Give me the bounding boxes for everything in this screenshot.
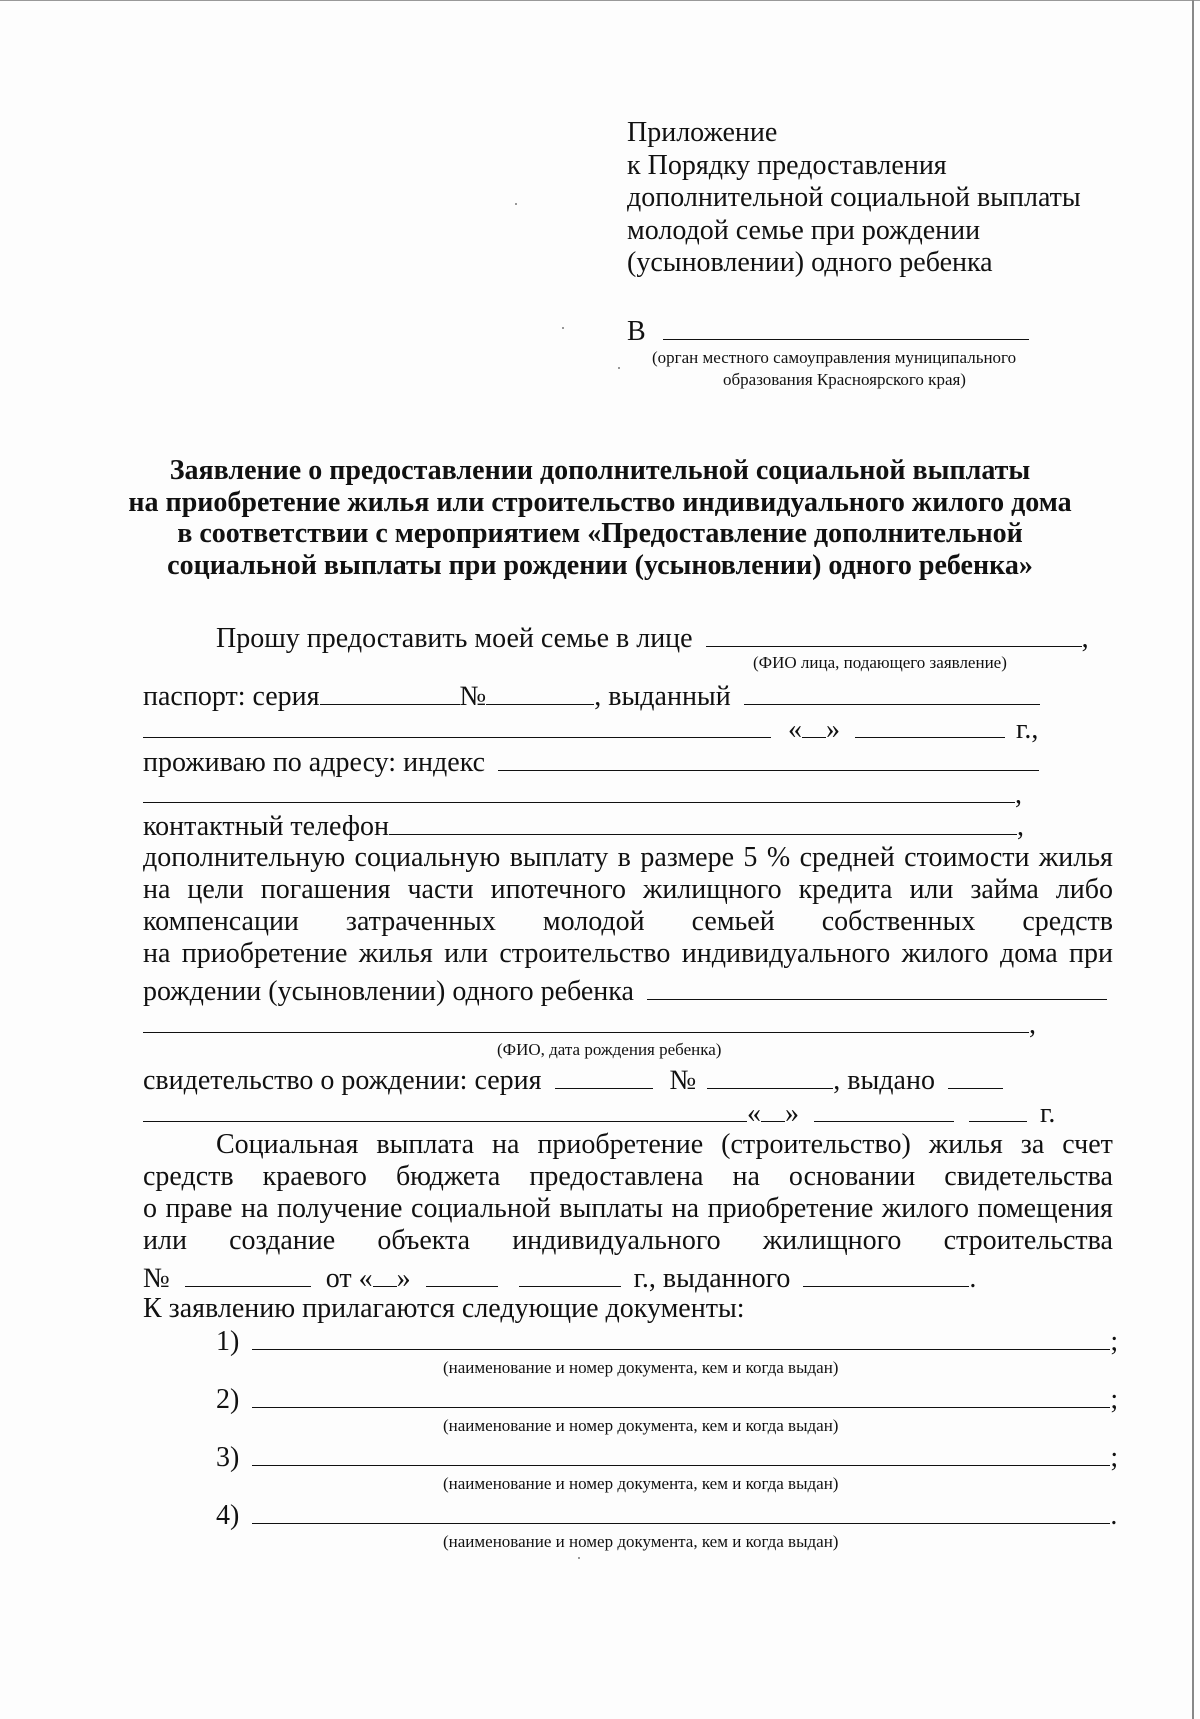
address-row-2 [143, 778, 1022, 810]
word: жилого [901, 938, 989, 969]
word: при [1068, 938, 1113, 969]
word: индивидуального [681, 938, 891, 969]
period: . [969, 1263, 977, 1294]
attachment-field[interactable] [252, 1383, 1110, 1408]
address-row [143, 746, 1039, 778]
address-field[interactable] [498, 746, 1039, 771]
word: жилого [881, 1193, 969, 1224]
certificate-month-field[interactable] [426, 1262, 498, 1287]
word: создание [229, 1225, 336, 1256]
phone-row [143, 810, 1024, 842]
word: или [444, 938, 489, 969]
request-body [143, 843, 1113, 969]
word: выплата [376, 1129, 475, 1160]
body-line [143, 907, 1113, 937]
word: дополнительную [143, 842, 346, 873]
passport-issuer-field-2[interactable] [143, 713, 771, 738]
word: строительства [943, 1225, 1113, 1256]
quote-close: » [785, 1098, 799, 1129]
request-text: Прошу предоставить моей семье в лице [216, 623, 693, 654]
issued-label: , выдано [833, 1065, 935, 1096]
issued-by-gen-label: г., выданного [633, 1263, 791, 1294]
addressee-row [627, 315, 1029, 347]
word: на [492, 1129, 520, 1160]
word: социальной [411, 1193, 551, 1224]
scan-speck [515, 203, 517, 205]
word: компенсации [143, 906, 299, 937]
word: средств [143, 1161, 234, 1192]
word: размере [640, 842, 734, 873]
attachment-row [216, 1499, 1117, 1531]
birth-cert-day-field[interactable] [761, 1097, 785, 1122]
child-fio-field[interactable] [647, 975, 1107, 1000]
word: на [143, 874, 171, 905]
word: о [143, 1193, 157, 1224]
phone-field[interactable] [389, 810, 1017, 835]
word: собственных [821, 906, 976, 937]
request-row [216, 622, 1089, 654]
passport-date-row [143, 713, 1038, 745]
word: или [143, 1225, 187, 1256]
word: семьей [691, 906, 775, 937]
word: выплату [509, 842, 609, 873]
scan-speck [578, 1557, 580, 1559]
scan-edge-right [1192, 0, 1194, 1719]
passport-series-field[interactable] [320, 680, 460, 705]
appendix-line: дополнительной социальной выплаты [627, 182, 1081, 213]
attachment-field[interactable] [252, 1499, 1110, 1524]
word: на [671, 1193, 700, 1224]
word: основании [788, 1161, 916, 1192]
title-line: на приобретение жилья или строительство индивидуального жилого дома [128, 486, 1072, 518]
quote-open: « [788, 714, 802, 745]
certificate-day-field[interactable] [373, 1262, 397, 1287]
birth-cert-series-field[interactable] [555, 1064, 653, 1089]
certificate-number-field[interactable] [185, 1262, 311, 1287]
child-caption: (ФИО, дата рождения ребенка) [497, 1040, 722, 1059]
birth-cert-row [143, 1064, 1003, 1096]
comma: , [1015, 779, 1022, 810]
attachment-caption: (наименование и номер документа, кем и когда выдан) [443, 1358, 839, 1377]
word: либо [1055, 874, 1113, 905]
comma: , [1081, 623, 1089, 654]
birth-cert-month-field[interactable] [814, 1097, 954, 1122]
attachment-field[interactable] [252, 1325, 1110, 1350]
word: жилья [1038, 842, 1113, 873]
word: выплаты [559, 1193, 664, 1224]
word: жилищного [762, 1225, 902, 1256]
word: жилищного [642, 874, 782, 905]
number-sign: № [143, 1263, 170, 1294]
word: получение [276, 1193, 403, 1224]
body-line [143, 875, 1113, 905]
certificate-row [143, 1262, 976, 1294]
word: затраченных [345, 906, 496, 937]
year-label: г., [1016, 714, 1039, 745]
child-row-2 [143, 1008, 1036, 1040]
word: в [617, 842, 631, 873]
attachment-caption: (наименование и номер документа, кем и когда выдан) [443, 1474, 839, 1493]
social-line-0-wrap [216, 1130, 1113, 1160]
word: краевого [262, 1161, 367, 1192]
social-line [143, 1194, 1113, 1224]
word: бюджета [395, 1161, 501, 1192]
birth-cert-label: свидетельство о рождении: серия [143, 1065, 542, 1096]
word: части [407, 874, 474, 905]
word: кредита [798, 874, 893, 905]
attachment-caption: (наименование и номер документа, кем и когда выдан) [443, 1532, 839, 1551]
word: стоимости [904, 842, 1030, 873]
word: жилья [928, 1129, 1003, 1160]
word: Социальная [216, 1129, 359, 1160]
attachment-end: . [1110, 1500, 1118, 1531]
attachment-number: 2) [216, 1384, 240, 1415]
social-line [216, 1130, 1113, 1160]
word: предоставлена [529, 1161, 704, 1192]
certificate-year-field[interactable] [519, 1262, 621, 1287]
address-field-2[interactable] [143, 778, 1015, 803]
attachment-end: ; [1110, 1442, 1119, 1473]
fio-caption: (ФИО лица, подающего заявление) [753, 653, 1007, 672]
word: на [732, 1161, 760, 1192]
word: свидетельства [944, 1161, 1113, 1192]
word: дома [999, 938, 1058, 969]
passport-day-field[interactable] [802, 713, 826, 738]
appendix-line: Приложение [627, 117, 778, 148]
scan-speck [618, 367, 620, 369]
title-line: социальной выплаты при рождении (усыновлении) одного ребенка» [167, 549, 1033, 581]
birth-cert-issuer-field[interactable] [948, 1064, 1003, 1089]
word: ипотечного [490, 874, 626, 905]
document-title [100, 455, 1100, 581]
word: или [909, 874, 954, 905]
attachment-field[interactable] [252, 1441, 1110, 1466]
child-row [143, 975, 1107, 1007]
word: помещения [977, 1193, 1113, 1224]
word: 5 [743, 842, 758, 873]
addressee-caption-2: образования Красноярского края) [723, 370, 966, 389]
quote-close: » [396, 1263, 411, 1294]
appendix-line: к Порядку предоставления [627, 149, 947, 181]
birth-cert-number-field[interactable] [707, 1064, 833, 1089]
word: на [241, 1193, 269, 1224]
social-line [143, 1162, 1113, 1192]
passport-month-field[interactable] [855, 713, 1005, 738]
appendix-header [627, 117, 1081, 280]
appendix-line: молодой семье при рождении [627, 214, 981, 246]
scan-edge-top [0, 0, 1200, 1]
attachment-number: 4) [216, 1500, 240, 1531]
passport-row [143, 680, 1040, 712]
word: объекта [377, 1225, 471, 1256]
from-label: от [325, 1263, 352, 1294]
attachment-caption: (наименование и номер документа, кем и когда выдан) [443, 1416, 839, 1435]
attachments-label: К заявлению прилагаются следующие документы: [143, 1293, 745, 1324]
title-line: Заявление о предоставлении дополнительной социальной выплаты [169, 455, 1031, 486]
birth-cert-year-field[interactable] [969, 1097, 1027, 1122]
word: социальную [354, 842, 501, 873]
word: праве [165, 1193, 233, 1224]
quote-open: « [358, 1263, 373, 1294]
comma: , [1029, 1009, 1036, 1040]
word: индивидуального [512, 1225, 721, 1256]
body-line [143, 939, 1113, 969]
child-fio-field-2[interactable] [143, 1008, 1029, 1033]
attachment-row [216, 1325, 1118, 1357]
word: жилья [358, 938, 433, 969]
word: на [143, 938, 171, 969]
social-line [143, 1226, 1113, 1256]
comma: , [1016, 811, 1024, 842]
word: средней [799, 842, 895, 873]
word: строительство [499, 938, 671, 969]
attachment-row [216, 1441, 1118, 1473]
applicant-fio-field[interactable] [706, 622, 1082, 647]
birth-cert-date-row [143, 1097, 1055, 1129]
scan-speck [562, 327, 564, 329]
quote-close: » [826, 714, 840, 745]
body-line [143, 843, 1113, 873]
word: займа [970, 874, 1039, 905]
attachment-number: 3) [216, 1442, 240, 1473]
word: счет [1062, 1129, 1113, 1160]
attachment-number: 1) [216, 1326, 240, 1357]
quote-open: « [747, 1098, 761, 1129]
passport-series-label: паспорт: серия [143, 681, 320, 712]
word: за [1020, 1129, 1045, 1160]
addressee-field[interactable] [663, 315, 1029, 340]
year-label: г. [1040, 1098, 1056, 1129]
phone-label: контактный телефон [143, 811, 389, 842]
addressee-caption-1: (орган местного самоуправления муниципального [652, 348, 1017, 367]
title-line: в соответствии с мероприятием «Предоставление дополнительной [177, 518, 1023, 549]
number-sign: № [459, 681, 487, 712]
word: приобретение [181, 938, 348, 969]
word: приобретение [707, 1193, 874, 1224]
addressee-prefix: В [627, 316, 646, 347]
word: приобретение [537, 1129, 704, 1160]
social-paragraph [143, 1162, 1113, 1256]
attachment-row [216, 1383, 1118, 1415]
passport-number-field[interactable] [486, 680, 594, 705]
word: % [766, 842, 791, 873]
birth-cert-issuer-field-2[interactable] [143, 1097, 747, 1122]
word: молодой [542, 906, 645, 937]
word: (строительство) [721, 1129, 911, 1160]
certificate-issuer-field[interactable] [803, 1262, 969, 1287]
number-sign: № [669, 1065, 697, 1096]
word: средств [1022, 906, 1113, 937]
attachment-end: ; [1110, 1326, 1119, 1357]
attachment-end: ; [1110, 1384, 1119, 1415]
address-label: проживаю по адресу: индекс [143, 747, 486, 778]
passport-issuer-field[interactable] [744, 680, 1040, 705]
issued-by-label: , выданный [594, 681, 731, 712]
child-label: рождении (усыновлении) одного ребенка [143, 976, 634, 1007]
word: цели [187, 874, 244, 905]
word: погашения [260, 874, 391, 905]
appendix-line: (усыновлении) одного ребенка [627, 247, 993, 278]
